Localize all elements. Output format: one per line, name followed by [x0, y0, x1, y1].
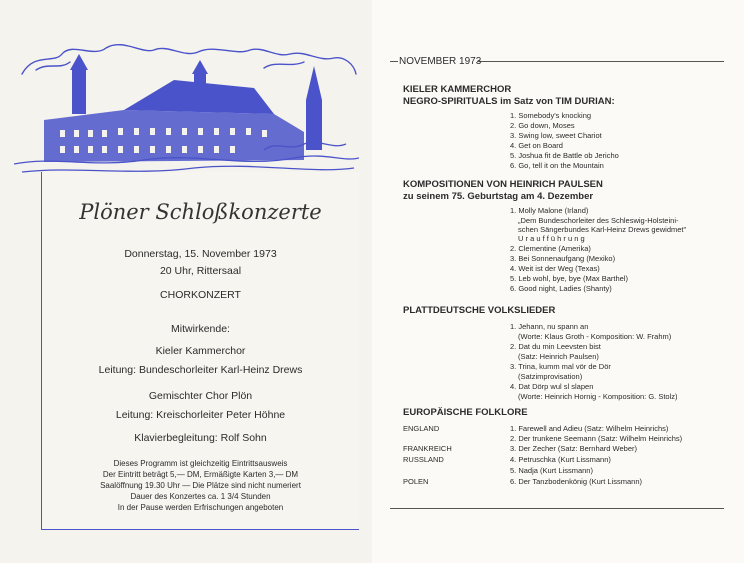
program-item-note: (Worte: Klaus Groth - Komposition: W. Frahm)	[518, 332, 672, 341]
program-item-note: „Dem Bundeschorleiter des Schleswig-Holsteini-	[518, 216, 679, 225]
program-item-note: U r a u f f ü h r u n g	[518, 234, 585, 243]
program-item: 4. Get on Board	[510, 141, 563, 150]
section-heading: KIELER KAMMERCHOR	[403, 84, 512, 95]
program-item: 1. Farewell and Adieu (Satz: Wilhelm Heinrichs)	[510, 424, 669, 433]
program-item: 1. Jehann, nu spann an	[510, 322, 589, 331]
program-item-note: (Satzimprovisation)	[518, 372, 583, 381]
choir2-name: Gemischter Chor Plön	[148, 390, 253, 402]
program-item-note: schen Sängerbundes Karl-Heinz Drews gewidmet"	[518, 225, 687, 234]
program-item: 5. Nadja (Kurt Lissmann)	[510, 466, 593, 475]
program-item: 2. Der trunkene Seemann (Satz: Wilhelm Heinrichs)	[510, 434, 683, 443]
concert-type: CHORKONZERT	[160, 289, 241, 301]
program-item: 1. Molly Malone (Irland)	[510, 206, 589, 215]
country-label: POLEN	[403, 477, 429, 486]
program-item: 6. Good night, Ladies (Shanty)	[510, 284, 612, 293]
right-page	[372, 0, 744, 563]
choir2-leader: Leitung: Kreischorleiter Peter Höhne	[115, 409, 286, 421]
program-item: 3. Bei Sonnenaufgang (Mexiko)	[510, 254, 616, 263]
program-month: NOVEMBER 1973	[399, 56, 482, 67]
choir1-leader: Leitung: Bundeschorleiter Karl-Heinz Drews	[98, 364, 303, 376]
program-item-note: (Satz: Heinrich Paulsen)	[518, 352, 599, 361]
concert-time-place: 20 Uhr, Rittersaal	[159, 265, 242, 277]
castle-illustration	[14, 40, 359, 178]
ticket-note: Dieses Programm ist gleichzeitig Eintrittsausweis	[113, 459, 288, 468]
program-item: 5. Leb wohl, bye, bye (Max Barthel)	[510, 274, 628, 283]
program-item: 4. Weit ist der Weg (Texas)	[510, 264, 600, 273]
program-item: 4. Petruschka (Kurt Lissmann)	[510, 455, 611, 464]
section-subheading: NEGRO-SPIRITUALS im Satz von TIM DURIAN:	[403, 96, 615, 107]
country-label: RUSSLAND	[403, 455, 444, 464]
performers-heading: Mitwirkende:	[171, 323, 230, 335]
program-item: 2. Clementine (Amerika)	[510, 244, 591, 253]
program-card	[41, 172, 359, 530]
program-item: 1. Somebody's knocking	[510, 111, 592, 120]
concert-series-title: Plöner Schloßkonzerte	[79, 200, 322, 224]
program-item: 5. Joshua fit de Battle ob Jericho	[510, 151, 619, 160]
section-heading: KOMPOSITIONEN VON HEINRICH PAULSEN	[403, 179, 603, 190]
program-item: 3. Trina, kumm mal vör de Dör	[510, 362, 611, 371]
concert-date: Donnerstag, 15. November 1973	[124, 248, 277, 260]
choir1-name: Kieler Kammerchor	[155, 345, 246, 357]
divider	[390, 508, 724, 509]
program-item: 6. Go, tell it on the Mountain	[510, 161, 604, 170]
program-item: 2. Dat du min Leevsten bist	[510, 342, 601, 351]
program-item: 3. Der Zecher (Satz: Bernhard Weber)	[510, 444, 637, 453]
divider	[477, 61, 724, 62]
country-label: ENGLAND	[403, 424, 440, 433]
section-heading: PLATTDEUTSCHE VOLKSLIEDER	[403, 305, 556, 316]
program-item: 3. Swing low, sweet Chariot	[510, 131, 602, 140]
program-item: 2. Go down, Moses	[510, 121, 575, 130]
piano-accompaniment: Klavierbegleitung: Rolf Sohn	[134, 432, 267, 444]
country-label: FRANKREICH	[403, 444, 452, 453]
program-item-note: (Worte: Heinrich Hornig - Komposition: G. Stolz)	[518, 392, 678, 401]
section-heading: EUROPÄISCHE FOLKLORE	[403, 407, 528, 418]
section-subheading: zu seinem 75. Geburtstag am 4. Dezember	[403, 191, 594, 202]
program-item: 6. Der Tanzbodenkönig (Kurt Lissmann)	[510, 477, 643, 486]
divider	[390, 61, 398, 62]
program-item: 4. Dat Dörp wul sl slapen	[510, 382, 594, 391]
ticket-note: Der Eintritt beträgt 5,— DM, Ermäßigte Karten 3,— DM	[102, 470, 299, 479]
ticket-note: In der Pause werden Erfrischungen angeboten	[117, 503, 284, 512]
ticket-note: Dauer des Konzertes ca. 1 3/4 Stunden	[130, 492, 271, 501]
ticket-note: Saalöffnung 19.30 Uhr — Die Plätze sind nicht numeriert	[100, 481, 301, 490]
